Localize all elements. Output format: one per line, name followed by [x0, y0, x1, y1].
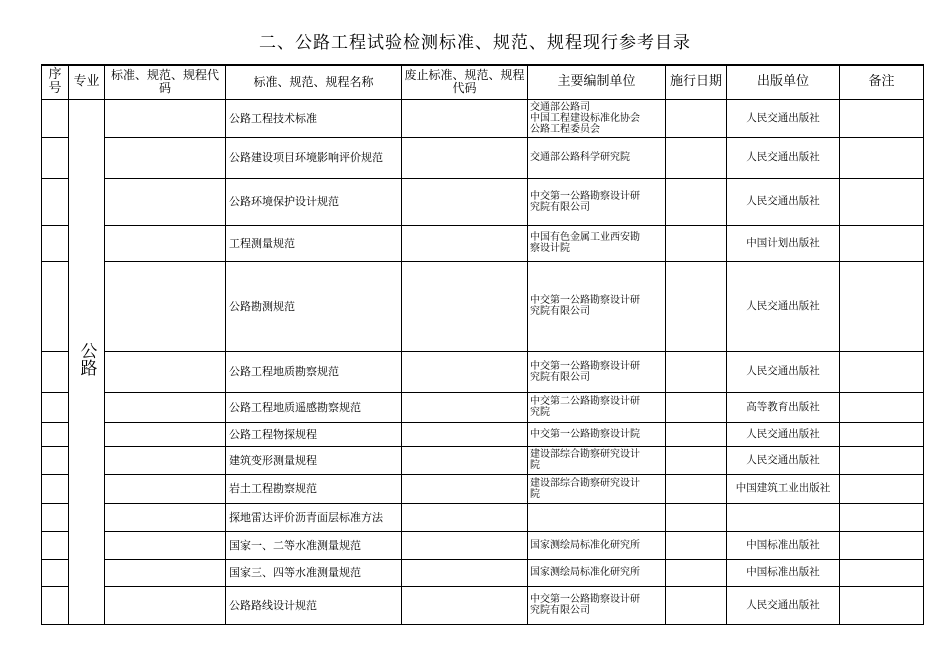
seq-cell [42, 392, 69, 422]
code-cell [105, 225, 226, 261]
header-code: 标准、规范、规程代码 [105, 65, 226, 99]
editor-cell: 中交第一公路勘察设计研 究院有限公司 [528, 351, 666, 392]
publisher-cell: 人民交通出版社 [727, 99, 840, 137]
code-cell [105, 559, 226, 586]
name-cell: 公路工程物探规程 [226, 422, 402, 446]
editor-cell: 中交第一公路勘察设计研 究院有限公司 [528, 586, 666, 624]
seq-cell [42, 531, 69, 559]
header-row [42, 65, 924, 99]
name-cell: 公路工程技术标准 [226, 99, 402, 137]
abolished-cell [402, 225, 528, 261]
header-remark: 备注 [840, 65, 924, 99]
editor-cell: 建设部综合勘察研究设计 院 [528, 446, 666, 474]
publisher-cell: 中国计划出版社 [727, 225, 840, 261]
major-cell [69, 99, 105, 624]
abolished-cell [402, 531, 528, 559]
header-editor: 主要编制单位 [528, 65, 666, 99]
editor-cell: 中交第一公路勘察设计研 究院有限公司 [528, 178, 666, 225]
seq-cell [42, 474, 69, 503]
date-cell [666, 531, 727, 559]
abolished-cell [402, 586, 528, 624]
code-cell [105, 503, 226, 531]
remark-cell [840, 422, 924, 446]
table-body [42, 99, 924, 624]
abolished-cell [402, 178, 528, 225]
code-cell [105, 422, 226, 446]
code-cell [105, 586, 226, 624]
name-cell: 公路工程地质遥感勘察规范 [226, 392, 402, 422]
date-cell [666, 178, 727, 225]
date-cell [666, 392, 727, 422]
name-cell: 公路勘测规范 [226, 261, 402, 351]
abolished-cell [402, 422, 528, 446]
date-cell [666, 137, 727, 178]
code-cell [105, 474, 226, 503]
abolished-cell [402, 137, 528, 178]
publisher-cell: 人民交通出版社 [727, 178, 840, 225]
date-cell [666, 474, 727, 503]
name-cell: 公路建设项目环境影响评价规范 [226, 137, 402, 178]
name-cell: 国家三、四等水准测量规范 [226, 559, 402, 586]
remark-cell [840, 392, 924, 422]
table-row [42, 531, 924, 559]
publisher-cell [727, 503, 840, 531]
publisher-cell: 中国标准出版社 [727, 531, 840, 559]
code-cell [105, 261, 226, 351]
seq-cell [42, 446, 69, 474]
table-row [42, 261, 924, 351]
standards-table [41, 64, 924, 625]
date-cell [666, 225, 727, 261]
date-cell [666, 261, 727, 351]
remark-cell [840, 503, 924, 531]
remark-cell [840, 559, 924, 586]
publisher-cell: 人民交通出版社 [727, 422, 840, 446]
header-abolished: 废止标准、规范、规程代码 [402, 65, 528, 99]
editor-cell: 国家测绘局标准化研究所 [528, 559, 666, 586]
code-cell [105, 137, 226, 178]
seq-cell [42, 99, 69, 137]
publisher-cell: 人民交通出版社 [727, 446, 840, 474]
seq-cell [42, 503, 69, 531]
table-row [42, 99, 924, 137]
name-cell: 建筑变形测量规程 [226, 446, 402, 474]
publisher-cell: 人民交通出版社 [727, 586, 840, 624]
remark-cell [840, 351, 924, 392]
seq-cell [42, 422, 69, 446]
abolished-cell [402, 351, 528, 392]
remark-cell [840, 474, 924, 503]
seq-cell [42, 586, 69, 624]
table-row [42, 503, 924, 531]
header-publisher: 出版单位 [727, 65, 840, 99]
page-title: 二、公路工程试验检测标准、规范、规程现行参考目录 [259, 33, 691, 53]
abolished-cell [402, 261, 528, 351]
editor-cell: 国家测绘局标准化研究所 [528, 531, 666, 559]
editor-cell: 中交第一公路勘察设计研 究院有限公司 [528, 261, 666, 351]
date-cell [666, 99, 727, 137]
abolished-cell [402, 559, 528, 586]
remark-cell [840, 99, 924, 137]
abolished-cell [402, 503, 528, 531]
remark-cell [840, 446, 924, 474]
table-row [42, 178, 924, 225]
code-cell [105, 178, 226, 225]
editor-cell: 交通部公路司 中国工程建设标准化协会 公路工程委员会 [528, 99, 666, 137]
header-seq: 序号 [42, 65, 69, 99]
date-cell [666, 586, 727, 624]
remark-cell [840, 178, 924, 225]
table-row [42, 137, 924, 178]
table-row [42, 392, 924, 422]
table-row [42, 474, 924, 503]
editor-cell: 中交第一公路勘察设计院 [528, 422, 666, 446]
abolished-cell [402, 392, 528, 422]
code-cell [105, 392, 226, 422]
name-cell: 国家一、二等水准测量规范 [226, 531, 402, 559]
abolished-cell [402, 474, 528, 503]
editor-cell: 中国有色金属工业西安勘 察设计院 [528, 225, 666, 261]
header-major: 专业 [69, 65, 105, 99]
publisher-cell: 人民交通出版社 [727, 261, 840, 351]
name-cell: 公路工程地质勘察规范 [226, 351, 402, 392]
remark-cell [840, 225, 924, 261]
publisher-cell: 中国建筑工业出版社 [727, 474, 840, 503]
table-row [42, 586, 924, 624]
date-cell [666, 422, 727, 446]
table-row [42, 422, 924, 446]
remark-cell [840, 586, 924, 624]
editor-cell: 中交第二公路勘察设计研 究院 [528, 392, 666, 422]
seq-cell [42, 225, 69, 261]
seq-cell [42, 351, 69, 392]
code-cell [105, 351, 226, 392]
seq-cell [42, 137, 69, 178]
table-row [42, 351, 924, 392]
name-cell: 公路路线设计规范 [226, 586, 402, 624]
abolished-cell [402, 99, 528, 137]
code-cell [105, 531, 226, 559]
abolished-cell [402, 446, 528, 474]
name-cell: 岩土工程勘察规范 [226, 474, 402, 503]
name-cell: 公路环境保护设计规范 [226, 178, 402, 225]
editor-cell [528, 503, 666, 531]
major-label: 公路 [76, 341, 97, 376]
name-cell: 工程测量规范 [226, 225, 402, 261]
publisher-cell: 高等教育出版社 [727, 392, 840, 422]
editor-cell: 建设部综合勘察研究设计 院 [528, 474, 666, 503]
table-row [42, 446, 924, 474]
date-cell [666, 446, 727, 474]
publisher-cell: 人民交通出版社 [727, 137, 840, 178]
date-cell [666, 351, 727, 392]
header-name: 标准、规范、规程名称 [226, 65, 402, 99]
remark-cell [840, 531, 924, 559]
name-cell: 探地雷达评价沥青面层标准方法 [226, 503, 402, 531]
header-date: 施行日期 [666, 65, 727, 99]
publisher-cell: 中国标准出版社 [727, 559, 840, 586]
date-cell [666, 503, 727, 531]
publisher-cell: 人民交通出版社 [727, 351, 840, 392]
remark-cell [840, 261, 924, 351]
editor-cell: 交通部公路科学研究院 [528, 137, 666, 178]
seq-cell [42, 261, 69, 351]
seq-cell [42, 559, 69, 586]
code-cell [105, 99, 226, 137]
table-row [42, 559, 924, 586]
table-row [42, 225, 924, 261]
code-cell [105, 446, 226, 474]
seq-cell [42, 178, 69, 225]
date-cell [666, 559, 727, 586]
remark-cell [840, 137, 924, 178]
